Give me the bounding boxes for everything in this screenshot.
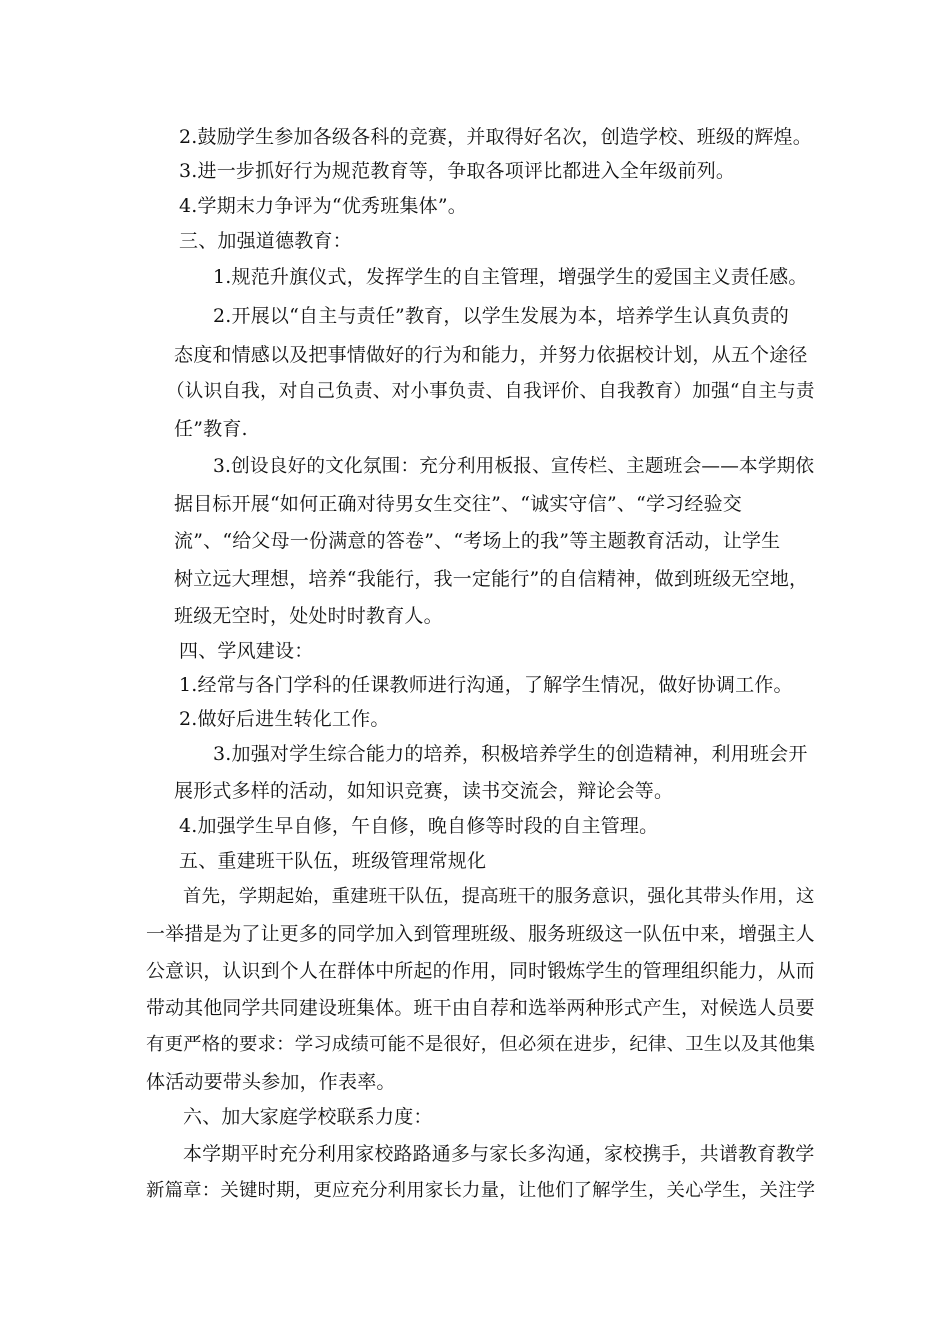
text-line: 一举措是为了让更多的同学加入到管理班级、服务班级这一队伍中来，增强主人 (146, 923, 815, 945)
text-line: 新篇章：关键时期，更应充分利用家长力量，让他们了解学生，关心学生，关注学 (146, 1180, 816, 1201)
text-line: 1.规范升旗仪式，发挥学生的自主管理，增强学生的爱国主义责任感。 (213, 266, 808, 288)
text-line: （认识自我，对自己负责、对小事负责、自我评价、自我教育）加强“自主与责 (166, 381, 815, 402)
text-line: 1.经常与各门学科的任课教师进行沟通，了解学生情况，做好协调工作。 (179, 674, 793, 696)
text-line: 展形式多样的活动，如知识竞赛，读书交流会，辩论会等。 (174, 780, 674, 802)
text-line: 树立远大理想，培养“我能行，我一定能行”的自信精神，做到班级无空地， (174, 568, 809, 590)
text-line: 本学期平时充分利用家校路路通多与家长多沟通，家校携手，共谱教育教学 (183, 1143, 815, 1165)
text-line: 2.开展以“自主与责任”教育，以学生发展为本，培养学生认真负责的 (213, 305, 789, 327)
section-heading: 六、加大家庭学校联系力度： (183, 1106, 433, 1128)
text-line: 2.做好后进生转化工作。 (179, 708, 390, 730)
section-heading: 三、加强道德教育： (179, 230, 352, 252)
text-line: 4.学期末力争评为“优秀班集体”。 (179, 195, 467, 217)
text-line: 任”教育. (174, 418, 248, 440)
text-line: 态度和情感以及把事情做好的行为和能力，并努力依据校计划，从五个途径 (174, 344, 808, 366)
text-line: 班级无空时，处处时时教育人。 (174, 605, 443, 627)
text-line: 流”、“给父母一份满意的答卷”、“考场上的我”等主题教育活动，让学生 (174, 530, 781, 552)
text-line: 2.鼓励学生参加各级各科的竞赛，并取得好名次，创造学校、班级的辉煌。 (179, 126, 812, 148)
section-heading: 五、重建班干队伍，班级管理常规化 (179, 850, 487, 872)
text-line: 带动其他同学共同建设班集体。班干由自荐和选举两种形式产生，对候选人员要 (146, 997, 815, 1019)
text-line: 首先，学期起始，重建班干队伍，提高班干的服务意识，强化其带头作用，这 (183, 886, 815, 907)
text-line: 3.创设良好的文化氛围：充分利用板报、宣传栏、主题班会——本学期依 (213, 456, 815, 477)
text-line: 公意识，认识到个人在群体中所起的作用，同时锻炼学生的管理组织能力，从而 (146, 960, 815, 982)
text-line: 3.加强对学生综合能力的培养，积极培养学生的创造精神，利用班会开 (213, 743, 808, 765)
section-heading: 四、学风建设： (179, 640, 314, 662)
text-line: 据目标开展“如何正确对待男女生交往”、“诚实守信”、“学习经验交 (174, 493, 742, 515)
text-line: 体活动要带头参加，作表率。 (146, 1071, 396, 1093)
text-line: 4.加强学生早自修，午自修，晚自修等时段的自主管理。 (179, 815, 659, 837)
text-line: 3.进一步抓好行为规范教育等，争取各项评比都进入全年级前列。 (179, 160, 736, 182)
text-line: 有更严格的要求：学习成绩可能不是很好，但必须在进步，纪律、卫生以及其他集 (146, 1034, 816, 1055)
